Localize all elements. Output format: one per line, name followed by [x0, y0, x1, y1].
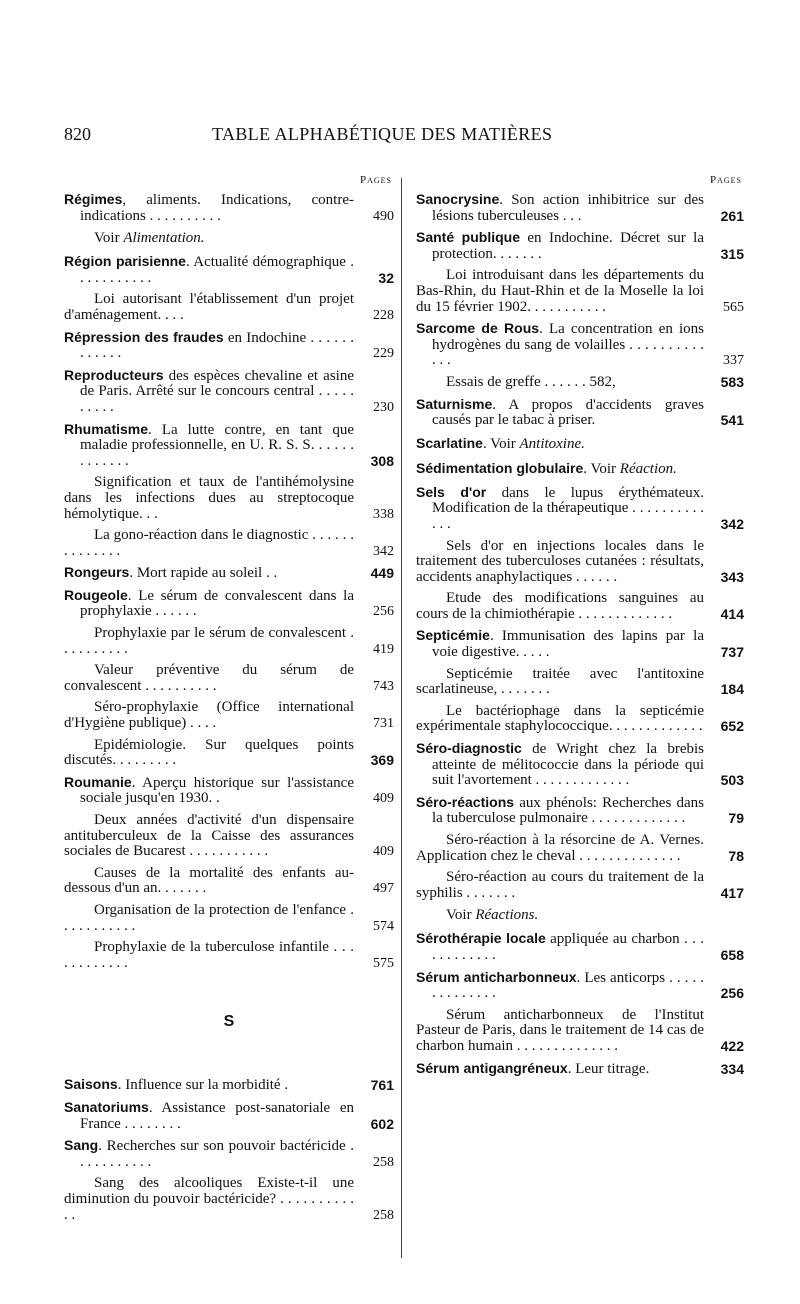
- entry-description: aux phénols: Recherches dans la tuberculose pulmonaire . . . . . . . . . . . . .: [432, 794, 704, 827]
- entry-description: Sels d'or en injections locales dans le traitement des tuberculoses cutanées : résultats, accidents anaphylactiques . . . . . .: [416, 537, 704, 585]
- section-letter: S: [223, 1013, 235, 1031]
- index-entry: [416, 230, 744, 262]
- entry-text: [64, 1138, 394, 1170]
- page-reference: 258: [373, 1154, 394, 1170]
- pages-label: Pages: [709, 174, 742, 186]
- page-reference: 78: [728, 847, 744, 864]
- page-reference: 602: [370, 1115, 394, 1132]
- entry-description: . Le sérum de convalescent dans la prophylaxie . . . . . .: [80, 587, 354, 620]
- running-title: TABLE ALPHABÉTIQUE DES MATIÈRES: [212, 124, 553, 144]
- page-reference: 315: [720, 245, 744, 262]
- entry-description: Signification et taux de l'antihémolysine dans les infections dues au streptocoque hémolytique. . .: [64, 474, 354, 522]
- entry-text: [416, 591, 744, 622]
- entry-text: [416, 970, 744, 1002]
- page-reference: 658: [720, 946, 744, 963]
- index-entry: [416, 192, 744, 224]
- entry-description: . Aperçu historique sur l'assistance sociale jusqu'en 1930. .: [80, 774, 354, 807]
- entry-headword: Saturnisme: [416, 395, 493, 412]
- entry-text: [416, 833, 744, 864]
- entry-text: [416, 230, 744, 262]
- entry-description: Deux années d'activité d'un dispensaire antituberculeux de la Caisse des assurances sociales de Bucarest . . . . . . . . . . .: [64, 812, 354, 860]
- see-also-reference: [446, 907, 744, 923]
- entry-description: Etude des modifications sanguines au cours de la chimiothérapie . . . . . . . . . . . . .: [416, 590, 704, 622]
- entry-description: . Recherches sur son pouvoir bactéricide . . . . . . . . . . .: [80, 1138, 354, 1170]
- index-entry: [416, 397, 744, 429]
- entry-headword: Répression des fraudes: [64, 328, 224, 345]
- entry-description: Prophylaxie de la tuberculose infantile . . . . . . . . . . . .: [64, 939, 354, 971]
- page-reference: 229: [373, 346, 394, 362]
- index-entry: [64, 1138, 394, 1170]
- index-entry: [64, 330, 394, 362]
- see-also-prefix: . Voir: [482, 435, 520, 452]
- entry-text: [416, 870, 744, 901]
- entry-text: [64, 565, 394, 582]
- index-subentry: [416, 870, 744, 901]
- entry-description: . Assistance post-sanatoriale en France . . . . . . . .: [80, 1099, 354, 1132]
- index-subentry: [416, 704, 744, 735]
- entry-description: . Influence sur la morbidité .: [117, 1077, 289, 1094]
- index-subentry: [64, 528, 394, 559]
- entry-description: . Immunisation des lapins par la voie digestive. . . . .: [432, 628, 704, 661]
- entry-text: [64, 528, 394, 559]
- index-entry: [64, 588, 394, 620]
- page-reference: 409: [373, 791, 394, 807]
- entry-text: [416, 741, 744, 789]
- entry-text: [64, 330, 394, 362]
- see-also-target: Antitoxine.: [519, 435, 585, 452]
- entry-description: des espèces chevaline et asine de Paris. Arrêté sur le concours central . . . . . . . . . .: [80, 367, 354, 415]
- entry-text: [64, 192, 394, 224]
- entry-description: dans le lupus érythémateux. Modification de la thérapeutique . . . . . . . . . . . . .: [432, 484, 704, 532]
- entry-text: [416, 192, 744, 224]
- page-reference: 32: [378, 269, 394, 286]
- entry-text: [64, 588, 394, 620]
- page-reference: 449: [370, 565, 394, 582]
- see-also-target: Réaction.: [619, 460, 677, 477]
- entry-description: Prophylaxie par le sérum de convalescent . . . . . . . . . .: [64, 625, 354, 657]
- index-subentry: [416, 1008, 744, 1055]
- page-reference: 230: [373, 399, 394, 415]
- index-entry: [416, 321, 744, 369]
- index-entry: [416, 970, 744, 1002]
- index-subentry: [416, 591, 744, 622]
- entry-description: Essais de greffe . . . . . . 582,: [446, 373, 616, 390]
- see-also-prefix: . Voir: [583, 460, 620, 477]
- see-also-target: Réactions.: [475, 907, 539, 924]
- entry-text: [416, 628, 744, 660]
- entry-text: [64, 1176, 394, 1223]
- index-subentry: [64, 738, 394, 769]
- page-reference: 409: [373, 844, 394, 860]
- page-reference: 369: [370, 752, 394, 769]
- entry-headword: Santé publique: [416, 229, 520, 246]
- index-entry: [64, 422, 394, 470]
- entry-description: Séro-réaction à la résorcine de A. Vernes. Application chez le cheval . . . . . . . . . . . . . .: [416, 832, 704, 864]
- entry-headword: Scarlatine: [416, 434, 483, 451]
- index-entry: [64, 1100, 394, 1132]
- entry-headword: Reproducteurs: [64, 366, 164, 383]
- index-entry: [64, 565, 394, 582]
- index-subentry: [416, 268, 744, 315]
- entry-text: [64, 813, 394, 860]
- page-reference: 761: [370, 1077, 394, 1094]
- page-reference: 575: [373, 955, 394, 971]
- entry-text: [416, 931, 744, 963]
- entry-text: [416, 375, 744, 391]
- entry-headword: Sérum antigangréneux: [416, 1059, 568, 1076]
- entry-text: [64, 475, 394, 522]
- entry-description: La gono-réaction dans le diagnostic . . . . . . . . . . . . . .: [64, 527, 354, 559]
- page-reference: 184: [720, 681, 744, 698]
- entry-headword: Sérothérapie locale: [416, 930, 546, 947]
- page-reference: 422: [720, 1037, 744, 1054]
- page-reference: 308: [370, 452, 394, 469]
- see-also-target: Alimentation.: [123, 230, 205, 247]
- left-entries: [64, 192, 394, 1223]
- entry-description: Séro-prophylaxie (Office international d'Hygiène publique) . . . .: [64, 699, 354, 732]
- page-reference: 79: [728, 810, 744, 827]
- entry-text: [416, 667, 744, 698]
- entry-description: . A propos d'accidents graves causés par le tabac à priser.: [432, 396, 704, 429]
- entry-description: . Mort rapide au soleil . .: [129, 565, 278, 582]
- page-header: [64, 124, 744, 154]
- entry-description: . Son action inhibitrice sur des lésions tuberculeuses . . .: [432, 192, 704, 224]
- index-entry-see-also: [416, 460, 744, 477]
- entry-description: Valeur préventive du sérum de convalescent . . . . . . . . . .: [64, 662, 354, 694]
- page-reference: 565: [723, 299, 744, 315]
- entry-description: . La lutte contre, en tant que maladie professionnelle, en U. R. S. S. . . . . . . . . . . . .: [80, 421, 354, 469]
- entry-headword: Séro-diagnostic: [416, 740, 522, 757]
- page-reference: 652: [720, 718, 744, 735]
- right-column: [416, 170, 744, 1083]
- entry-text: [64, 422, 394, 470]
- page-reference: 342: [373, 543, 394, 559]
- index-subentry: [64, 475, 394, 522]
- entry-description: de Wright chez la brebis atteinte de mélitococcie dans la période qui suit l'avortement . . . . . . . . . . . . .: [432, 741, 704, 789]
- page-reference: 737: [720, 644, 744, 661]
- entry-description: Sang des alcooliques Existe-t-il une diminution du pouvoir bactéricide? . . . . . . . . . . . .: [64, 1175, 354, 1223]
- entry-text: [416, 539, 744, 586]
- entry-text: [64, 254, 394, 286]
- index-subentry: [64, 903, 394, 934]
- entry-text: [416, 704, 744, 735]
- index-entry: [64, 775, 394, 807]
- entry-description: Epidémiologie. Sur quelques points discutés. . . . . . . . .: [64, 736, 354, 769]
- entry-description: Organisation de la protection de l'enfance . . . . . . . . . . .: [64, 901, 354, 934]
- entry-text: [64, 775, 394, 807]
- entry-description: Causes de la mortalité des enfants au-dessous d'un an. . . . . . .: [64, 864, 354, 897]
- pages-label: Pages: [359, 174, 392, 186]
- entry-headword: Rougeole: [64, 586, 128, 603]
- index-entry: [416, 485, 744, 533]
- entry-description: Le bactériophage dans la septicémie expérimentale staphylococcique. . . . . . . . . . . . .: [416, 702, 704, 735]
- page-reference: 419: [373, 641, 394, 657]
- entry-text: [64, 903, 394, 934]
- entry-text: [416, 485, 744, 533]
- index-entry: [416, 931, 744, 963]
- index-subentry: [416, 375, 744, 391]
- index-entry: [416, 741, 744, 789]
- page-number: 820: [64, 124, 91, 144]
- entry-headword: Sarcome de Rous: [416, 320, 540, 337]
- see-also-prefix: Voir: [446, 907, 476, 924]
- page-reference: 417: [720, 884, 744, 901]
- index-entry: [64, 1077, 394, 1094]
- entry-description: . La concentration en ions hydrogènes du sang de volailles . . . . . . . . . . . . .: [432, 321, 704, 369]
- index-subentry: [416, 833, 744, 864]
- index-subentry: [416, 539, 744, 586]
- right-entries: [416, 192, 744, 1077]
- entry-description: en Indochine. Décret sur la protection. . . . . . .: [432, 230, 705, 262]
- index-entry: [64, 192, 394, 224]
- entry-headword: Sérum anticharbonneux: [416, 968, 577, 985]
- entry-headword: Région parisienne: [64, 253, 186, 270]
- entry-description: . Les anticorps . . . . . . . . . . . . . .: [432, 969, 705, 1002]
- page-reference: 256: [720, 985, 744, 1002]
- see-also-reference: [94, 230, 394, 246]
- page-reference: 258: [373, 1207, 394, 1223]
- index-entry: [416, 795, 744, 827]
- page-reference: 342: [720, 515, 744, 532]
- entry-headword: Sanocrysine: [416, 191, 500, 207]
- entry-headword: Septicémie: [416, 627, 490, 644]
- column-divider: [401, 178, 402, 1258]
- page-reference: 490: [373, 208, 394, 224]
- index-subentry: [64, 700, 394, 731]
- page-reference: 256: [373, 604, 394, 620]
- index-subentry: [64, 292, 394, 323]
- entry-description: Séro-réaction au cours du traitement de la syphilis . . . . . . .: [416, 869, 704, 901]
- entry-text: [416, 268, 744, 315]
- entry-description: . Actualité démographique . . . . . . . . . . .: [80, 254, 354, 286]
- page-reference: 574: [373, 918, 394, 934]
- page-reference: 228: [373, 307, 394, 323]
- entry-headword: Régimes: [64, 191, 123, 207]
- page-reference: 743: [373, 678, 394, 694]
- index-subentry: [64, 866, 394, 897]
- index-entry: [416, 628, 744, 660]
- entry-text: [64, 700, 394, 731]
- entry-headword: Saisons: [64, 1076, 118, 1093]
- page-reference: 414: [720, 605, 744, 622]
- page-reference: 583: [720, 373, 744, 390]
- entry-text: [64, 940, 394, 971]
- entry-text: [416, 1008, 744, 1055]
- entry-headword: Roumanie: [64, 773, 132, 790]
- entry-headword: Sels d'or: [416, 483, 487, 500]
- see-also-prefix: Voir: [94, 230, 124, 247]
- entry-headword: Séro-réactions: [416, 793, 515, 810]
- entry-text: [64, 663, 394, 694]
- page-reference: 343: [720, 568, 744, 585]
- index-subentry: [64, 663, 394, 694]
- entry-headword: Sanatoriums: [64, 1098, 149, 1115]
- entry-description: . Leur titrage.: [567, 1060, 650, 1077]
- entry-text: [64, 292, 394, 323]
- entry-text: [416, 1061, 744, 1078]
- entry-headword: Rhumatisme: [64, 420, 149, 437]
- index-subentry: [64, 813, 394, 860]
- page-reference: 497: [373, 881, 394, 897]
- page-reference: 338: [373, 506, 394, 522]
- entry-description: Sérum anticharbonneux de l'Institut Pasteur de Paris, dans le traitement de 14 cas de charbon humain . . . . . . . . . . . . . .: [416, 1006, 704, 1054]
- entry-description: en Indochine . . . . . . . . . . . .: [80, 329, 354, 362]
- index-subentry: [64, 626, 394, 657]
- entry-text: [64, 738, 394, 769]
- entry-text: [416, 321, 744, 369]
- entry-text: [64, 1100, 394, 1132]
- index-entry: [64, 254, 394, 286]
- entry-text: [64, 368, 394, 416]
- entry-description: Loi autorisant l'établissement d'un projet d'aménagement. . . .: [64, 291, 354, 323]
- entry-text: [416, 397, 744, 429]
- left-column: [64, 170, 394, 1229]
- entry-text: [64, 866, 394, 897]
- index-subentry: [416, 667, 744, 698]
- entry-text: [64, 626, 394, 657]
- page-reference: 731: [373, 716, 394, 732]
- entry-text: [64, 1077, 394, 1094]
- index-entry-see-also: [416, 435, 744, 452]
- page-reference: 334: [720, 1060, 744, 1077]
- page-reference: 337: [723, 353, 744, 369]
- entry-description: Loi introduisant dans les départements du Bas-Rhin, du Haut-Rhin et de la Moselle la loi du 15 février 1902. . . . . . . . . . .: [416, 267, 704, 315]
- entry-headword: Rongeurs: [64, 564, 130, 581]
- index-subentry: [64, 1176, 394, 1223]
- index-entry: [416, 1061, 744, 1078]
- entry-description: Septicémie traitée avec l'antitoxine scarlatineuse, . . . . . . .: [416, 665, 704, 698]
- entry-text: [416, 795, 744, 827]
- index-subentry: [64, 940, 394, 971]
- entry-headword: Sang: [64, 1137, 99, 1154]
- page-reference: 503: [720, 772, 744, 789]
- page-reference: 541: [720, 412, 744, 429]
- entry-headword: Sédimentation globulaire: [416, 459, 584, 476]
- entry-description: , aliments. Indications, contre-indications . . . . . . . . . .: [80, 192, 354, 224]
- index-entry: [64, 368, 394, 416]
- entry-description: appliquée au charbon . . . . . . . . . . . .: [432, 931, 704, 963]
- page-reference: 261: [720, 207, 744, 224]
